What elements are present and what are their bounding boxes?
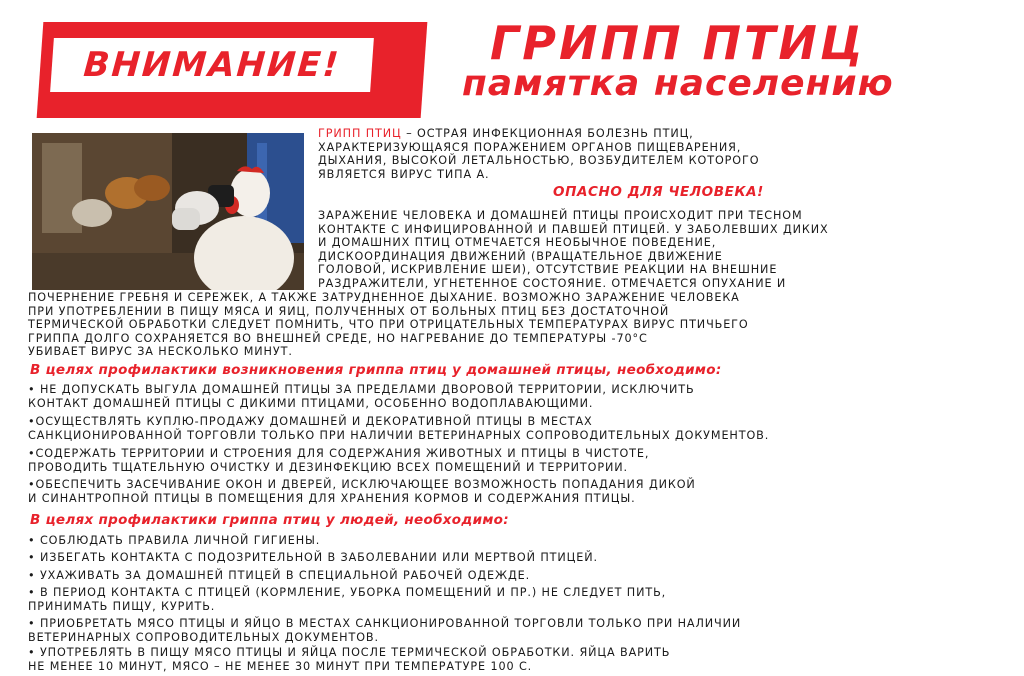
poultry-item (28, 383, 695, 410)
paragraph-line: ПОЧЕРНЕНИЕ ГРЕБНЯ И СЕРЕЖЕК, А ТАКЖЕ ЗАТРУДНЕННОЕ ДЫХАНИЕ. ВОЗМОЖНО ЗАРАЖЕНИЕ ЧЕЛОВЕКА (28, 291, 740, 304)
poultry-prevention-heading: В целях профилактики возникновения гриппа птиц у домашней птицы, необходимо: (30, 362, 722, 378)
people-item (28, 569, 530, 583)
paragraph-line: ПРИ УПОТРЕБЛЕНИИ В ПИЩУ МЯСА И ЯИЦ, ПОЛУЧЕННЫХ ОТ БОЛЬНЫХ ПТИЦ БЕЗ ДОСТАТОЧНОЙ (28, 304, 670, 318)
item-line: • СОБЛЮДАТЬ ПРАВИЛА ЛИЧНОЙ ГИГИЕНЫ. (28, 534, 321, 547)
item-line: • УПОТРЕБЛЯТЬ В ПИЩУ МЯСО ПТИЦЫ И ЯЙЦА ПОСЛЕ ТЕРМИЧЕСКОЙ ОБРАБОТКИ. ЯЙЦА ВАРИТЬ (28, 646, 671, 659)
people-item (28, 534, 320, 548)
paragraph-line: КОНТАКТЕ С ИНФИЦИРОВАННОЙ И ПАВШЕЙ ПТИЦЕЙ. У ЗАБОЛЕВШИХ ДИКИХ (318, 222, 829, 236)
item-line: •ОБЕСПЕЧИТЬ ЗАСЕЧИВАНИЕ ОКОН И ДВЕРЕЙ, ИСКЛЮЧАЮЩЕЕ ВОЗМОЖНОСТЬ ПОПАДАНИЯ ДИКОЙ (28, 478, 696, 491)
paragraph-line: РАЗДРАЖИТЕЛИ, УГНЕТЕННОЕ СОСТОЯНИЕ. ОТМЕЧАЕТСЯ ОПУХАНИЕ И (318, 276, 787, 290)
item-line: И СИНАНТРОПНОЙ ПТИЦЫ В ПОМЕЩЕНИЯ ДЛЯ ХРАНЕНИЯ КОРМОВ И СОДЕРЖАНИЯ ПТИЦЫ. (28, 491, 636, 505)
people-prevention-heading: В целях профилактики гриппа птиц у людей, необходимо: (30, 512, 509, 528)
item-line: • НЕ ДОПУСКАТЬ ВЫГУЛА ДОМАШНЕЙ ПТИЦЫ ЗА ПРЕДЕЛАМИ ДВОРОВОЙ ТЕРРИТОРИИ, ИСКЛЮЧИТЬ (28, 383, 695, 396)
item-line: •СОДЕРЖАТЬ ТЕРРИТОРИИ И СТРОЕНИЯ ДЛЯ СОДЕРЖАНИЯ ЖИВОТНЫХ И ПТИЦЫ В ЧИСТОТЕ, (28, 447, 650, 460)
people-item (28, 551, 598, 565)
intro-paragraph (318, 127, 759, 181)
intro-line: ДЫХАНИЯ, ВЫСОКОЙ ЛЕТАЛЬНОСТЬЮ, ВОЗБУДИТЕЛЕМ КОТОРОГО (318, 154, 760, 168)
paragraph-line: УБИВАЕТ ВИРУС ЗА НЕСКОЛЬКО МИНУТ. (28, 345, 293, 359)
intro-line: ХАРАКТЕРИЗУЮЩАЯСЯ ПОРАЖЕНИЕМ ОРГАНОВ ПИЩЕВАРЕНИЯ, (318, 140, 742, 154)
intro-line-1: – ОСТРАЯ ИНФЕКЦИОННАЯ БОЛЕЗНЬ ПТИЦ, (401, 127, 694, 140)
poultry-item (28, 478, 696, 505)
people-item (28, 586, 666, 613)
infection-paragraph-full (28, 291, 749, 359)
item-line: • В ПЕРИОД КОНТАКТА С ПТИЦЕЙ (КОРМЛЕНИЕ, УБОРКА ПОМЕЩЕНИЙ И ПР.) НЕ СЛЕДУЕТ ПИТЬ, (28, 586, 667, 599)
item-line: КОНТАКТ ДОМАШНЕЙ ПТИЦЫ С ДИКИМИ ПТИЦАМИ, ОСОБЕННО ВОДОПЛАВАЮЩИМИ. (28, 396, 594, 410)
infection-paragraph-top (318, 209, 829, 291)
paragraph-line: ДИСКООРДИНАЦИЯ ДВИЖЕНИЙ (ВРАЩАТЕЛЬНОЕ ДВИЖЕНИЕ (318, 249, 723, 263)
attention-banner (50, 38, 374, 92)
item-line: НЕ МЕНЕЕ 10 МИНУТ, МЯСО – НЕ МЕНЕЕ 30 МИНУТ ПРИ ТЕМПЕРАТУРЕ 100 С. (28, 659, 533, 673)
people-item (28, 646, 670, 673)
page-title: ГРИПП ПТИЦ (490, 16, 866, 70)
chicken-photo (32, 133, 304, 290)
paragraph-line: ЗАРАЖЕНИЕ ЧЕЛОВЕКА И ДОМАШНЕЙ ПТИЦЫ ПРОИСХОДИТ ПРИ ТЕСНОМ (318, 209, 803, 222)
item-line: • ИЗБЕГАТЬ КОНТАКТА С ПОДОЗРИТЕЛЬНОЙ В ЗАБОЛЕВАНИИ ИЛИ МЕРТВОЙ ПТИЦЕЙ. (28, 551, 598, 564)
intro-line: ЯВЛЯЕТСЯ ВИРУС ТИПА А. (318, 167, 490, 181)
page-subtitle: памятка населению (462, 63, 894, 104)
poultry-item (28, 415, 769, 442)
item-line: ПРИНИМАТЬ ПИЩУ, КУРИТЬ. (28, 599, 216, 613)
item-line: • ПРИОБРЕТАТЬ МЯСО ПТИЦЫ И ЯЙЦО В МЕСТАХ САНКЦИОНИРОВАННОЙ ТОРГОВЛИ ТОЛЬКО ПРИ НАЛИЧИИ (28, 617, 742, 630)
item-line: ВЕТЕРИНАРНЫХ СОПРОВОДИТЕЛЬНЫХ ДОКУМЕНТОВ. (28, 630, 379, 644)
paragraph-line: И ДОМАШНИХ ПТИЦ ОТМЕЧАЕТСЯ НЕОБЫЧНОЕ ПОВЕДЕНИЕ, (318, 236, 717, 250)
item-line: САНКЦИОНИРОВАННОЙ ТОРГОВЛИ ТОЛЬКО ПРИ НАЛИЧИИ ВЕТЕРИНАРНЫХ СОПРОВОДИТЕЛЬНЫХ ДОКУМЕНТОВ. (28, 428, 770, 442)
attention-label: ВНИМАНИЕ! (82, 45, 342, 85)
people-item (28, 617, 741, 644)
item-line: •ОСУЩЕСТВЛЯТЬ КУПЛЮ-ПРОДАЖУ ДОМАШНЕЙ И ДЕКОРАТИВНОЙ ПТИЦЫ В МЕСТАХ (28, 415, 593, 428)
paragraph-line: ТЕРМИЧЕСКОЙ ОБРАБОТКИ СЛЕДУЕТ ПОМНИТЬ, ЧТО ПРИ ОТРИЦАТЕЛЬНЫХ ТЕМПЕРАТУРАХ ВИРУС ПТИЧЬЕГО (28, 318, 749, 332)
danger-warning: ОПАСНО ДЛЯ ЧЕЛОВЕКА! (553, 184, 764, 200)
paragraph-line: ГОЛОВОЙ, ИСКРИВЛЕНИЕ ШЕИ), ОТСУТСТВИЕ РЕАКЦИИ НА ВНЕШНИЕ (318, 263, 778, 277)
item-line: • УХАЖИВАТЬ ЗА ДОМАШНЕЙ ПТИЦЕЙ В СПЕЦИАЛЬНОЙ РАБОЧЕЙ ОДЕЖДЕ. (28, 569, 531, 582)
intro-term: ГРИПП ПТИЦ (318, 127, 402, 140)
item-line: ПРОВОДИТЬ ТЩАТЕЛЬНУЮ ОЧИСТКУ И ДЕЗИНФЕКЦИЮ ВСЕХ ПОМЕЩЕНИЙ И ТЕРРИТОРИИ. (28, 460, 629, 474)
poultry-item (28, 447, 649, 474)
paragraph-line: ГРИППА ДОЛГО СОХРАНЯЕТСЯ ВО ВНЕШНЕЙ СРЕДЕ, НО НАГРЕВАНИЕ ДО ТЕМПЕРАТУРЫ -70°С (28, 331, 648, 345)
